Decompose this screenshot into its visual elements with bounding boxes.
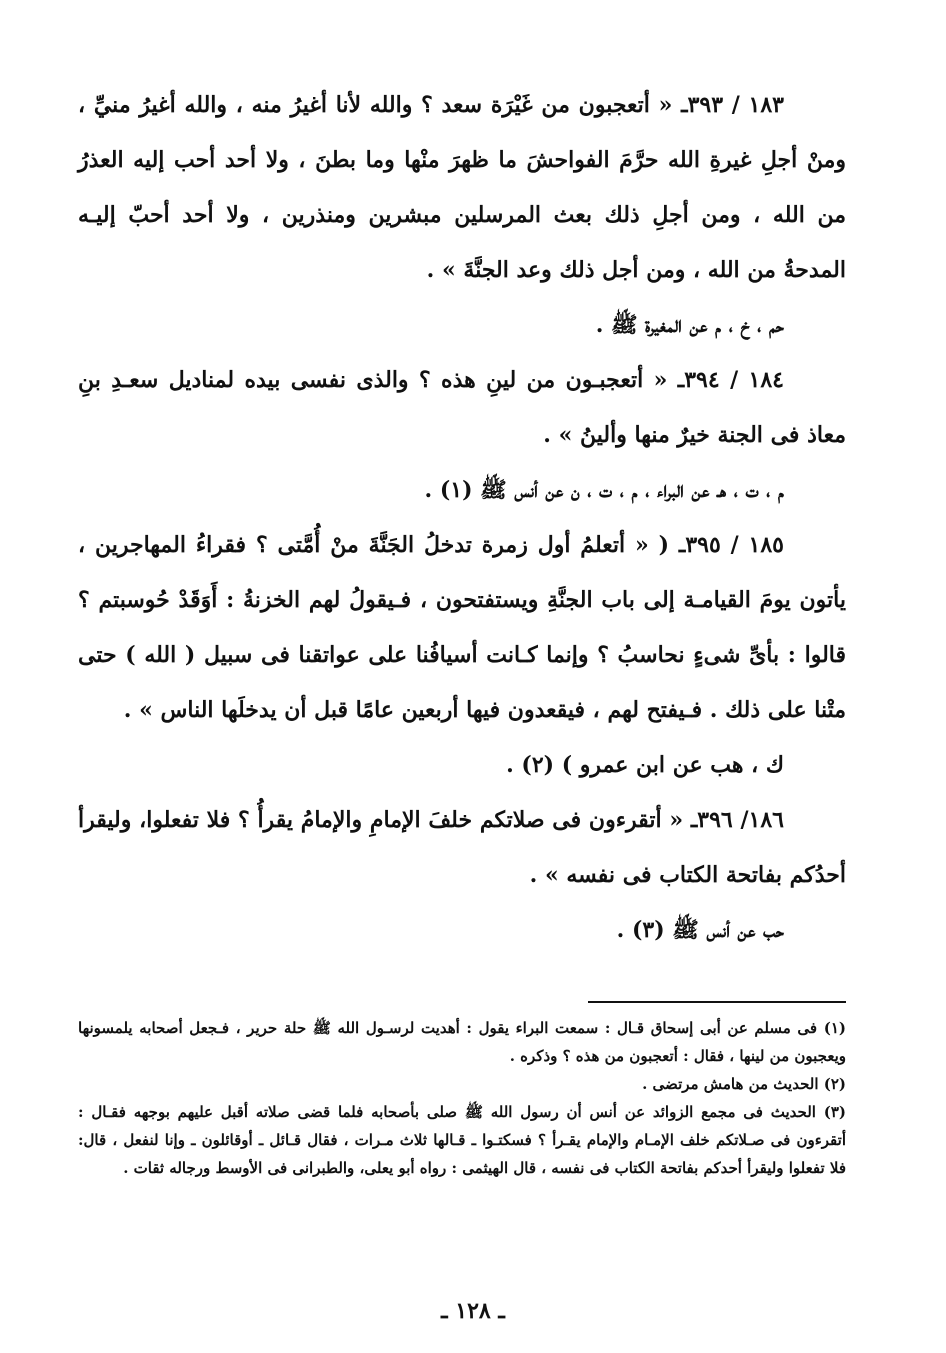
- source-185: ك ، هب عن ابن عمرو ) (٢) .: [506, 752, 784, 778]
- hadith-183: ١٨٣ / ٣٩٣ـ « أتعجبون من غَيْرَة سعد ؟ والله لأنا أغيرُ منه ، والله أغيرُ منيِّ ، ومنْ أجلِ غيرةِ الله حرَّمَ الفواحشَ ما ظهرَ منْها وما بطنَ ، ولا أحد أحب إليه العذرُ من الله ، ومن أجلِ ذلك بعث المرسلين مبشرين ومنذرين ، ولا أحد أحبّ إليـه المدحةُ من الله ، ومن أجل ذلك وعد الجنَّةَ » .: [78, 92, 846, 283]
- source-186: حب عن أنس ﷺ (٣) .: [616, 917, 784, 943]
- page-number: ـ ١٢٨ ـ: [441, 1298, 505, 1324]
- footnotes: [78, 1014, 846, 1182]
- main-text: [78, 78, 846, 958]
- footnote-2: (٢) الحديث من هامش مرتضى .: [642, 1075, 846, 1093]
- hadith-185: ١٨٥ / ٣٩٥ـ ( « أتعلمُ أول زمرة تدخلُ الجَنَّةَ منْ أُمَّتى ؟ فقراءُ المهاجرين ، يأتون يومَ القيامـة إلى باب الجنَّةِ ويستفتحون ، فـيقولُ لهم الخزنةُ : أَوَقَدْ حُوسبتم ؟ قالوا : بأىِّ شىءٍ نحاسبُ ؟ وإنما كـانت أسيافُنا على عواتقنا فى سبيل ( الله ) حتى متْنا على ذلك . فـيفتح لهم ، فيقعدون فيها أربعين عامًا قبل أن يدخلَها الناس » .: [78, 532, 846, 723]
- footnote-3: (٣) الحديث فى مجمع الزوائد عن أنس أن رسول الله ﷺ صلى بأصحابه فلما قضى صلاته أقبل عليهم بوجهه فقـال : أتقرءون فى صـلاتكم خلف الإمـام والإمام يقـرأ ؟ فسكتـوا ـ قـالها ثلاث مـرات ، فقال قـائل ـ أوقائلون ـ وإنا لنفعل ، قال: فلا تفعلوا وليقرأ أحدكم بفاتحة الكتاب فى نفسه ، قال الهيثمى : رواه أبو يعلى، والطبرانى فى الأوسط ورجاله ثقات .: [78, 1103, 846, 1177]
- source-183: حم ، خ ، م عن المغيرة ﷺ .: [595, 312, 784, 338]
- source-184: م ، ت ، هـ عن البراء ، م ، ت ، ن عن أنس ﷺ (١) .: [424, 477, 784, 503]
- footnote-divider: [588, 1001, 846, 1003]
- hadith-186: ١٨٦/ ٣٩٦ـ « أتقرءون فى صلاتكم خلفَ الإمامِ والإمامُ يقرأُ ؟ فلا تفعلوا، وليقرأ أحدُكم بفاتحة الكتاب فى نفسه » .: [78, 807, 846, 888]
- hadith-184: ١٨٤ / ٣٩٤ـ « أتعجبـون من لينِ هذه ؟ والذى نفسى بيده لمناديل سعـدِ بنِ معاذ فى الجنة خيرٌ منها وألينُ » .: [78, 367, 846, 448]
- footnote-1: (١) فى مسلم عن أبى إسحاق قـال : سمعت البراء يقول : أهديت لرسـول الله ﷺ حلة حرير ، فـجعل أصحابه يلمسونها ويعجبون من لينها ، فقال : أتعجبون من هذه ؟ وذكره .: [78, 1019, 846, 1065]
